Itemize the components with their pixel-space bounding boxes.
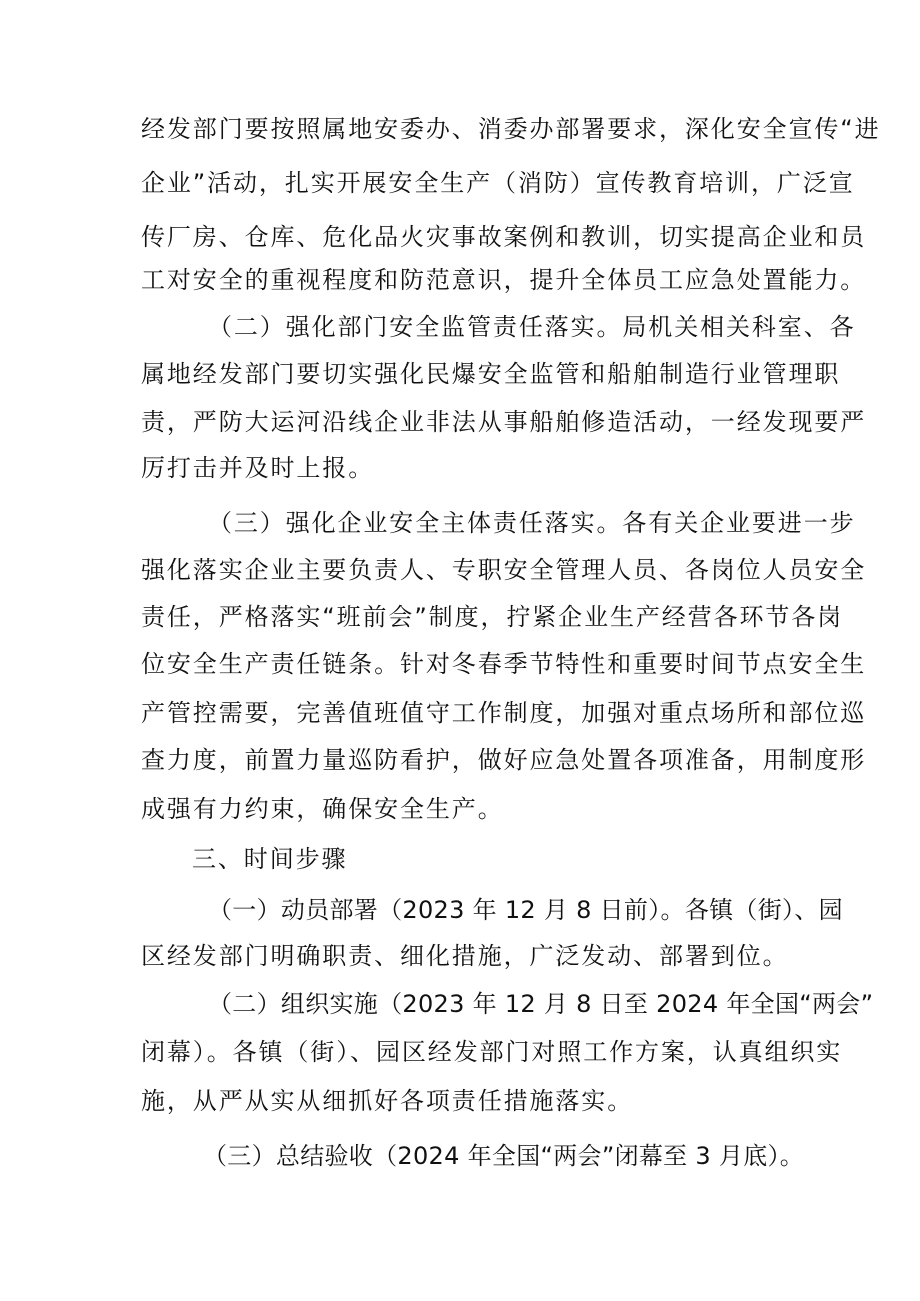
paragraph-line: 查力度，前置力量巡防看护，做好应急处置各项准备，用制度形 — [141, 746, 867, 774]
paragraph-line: 工对安全的重视程度和防范意识，提升全体员工应急处置能力。 — [141, 266, 867, 294]
paragraph-line: 强化落实企业主要负责人、专职安全管理人员、各岗位人员安全 — [141, 556, 867, 584]
paragraph-line: 区经发部门明确职责、细化措施，广泛发动、部署到位。 — [141, 942, 789, 970]
paragraph-line: 属地经发部门要切实强化民爆安全监管和船舶制造行业管理职 — [141, 360, 841, 388]
paragraph-line: 产管控需要，完善值班值守工作制度，加强对重点场所和部位巡 — [141, 699, 867, 727]
paragraph-line: 闭幕）。各镇（街）、园区经发部门对照工作方案，认真组织实 — [141, 1038, 843, 1066]
paragraph-line: 责任，严格落实“班前会”制度，拧紧企业生产经营各环节各岗 — [141, 603, 844, 631]
section-heading: 三、时间步骤 — [192, 845, 348, 873]
paragraph-line: （三）强化企业安全主体责任落实。各有关企业要进一步 — [208, 509, 856, 537]
paragraph-line: 企业”活动，扎实开展安全生产（消防）宣传教育培训，广泛宣 — [141, 169, 855, 197]
paragraph-line: 位安全生产责任链条。针对冬春季节特性和重要时间节点安全生 — [141, 650, 867, 678]
paragraph-line: 施，从严从实从细抓好各项责任措施落实。 — [141, 1087, 634, 1115]
paragraph-line: 责，严防大运河沿线企业非法从事船舶修造活动，一经发现要严 — [141, 408, 867, 436]
paragraph-line: （二）组织实施（2023 年 12 月 8 日至 2024 年全国“两会” — [208, 990, 874, 1018]
paragraph-line: 传厂房、仓库、危化品火灾事故案例和教训，切实提高企业和员 — [141, 223, 867, 251]
paragraph-line: 经发部门要按照属地安委办、消委办部署要求，深化安全宣传“进 — [141, 115, 881, 143]
paragraph-line: 成强有力约束，确保安全生产。 — [141, 795, 504, 823]
paragraph-line: 厉打击并及时上报。 — [141, 454, 375, 482]
paragraph-line: （二）强化部门安全监管责任落实。局机关相关科室、各 — [208, 313, 856, 341]
paragraph-line: （一）动员部署（2023 年 12 月 8 日前）。各镇（街）、园 — [208, 896, 843, 924]
paragraph-line: （三）总结验收（2024 年全国“两会”闭幕至 3 月底）。 — [203, 1142, 805, 1170]
